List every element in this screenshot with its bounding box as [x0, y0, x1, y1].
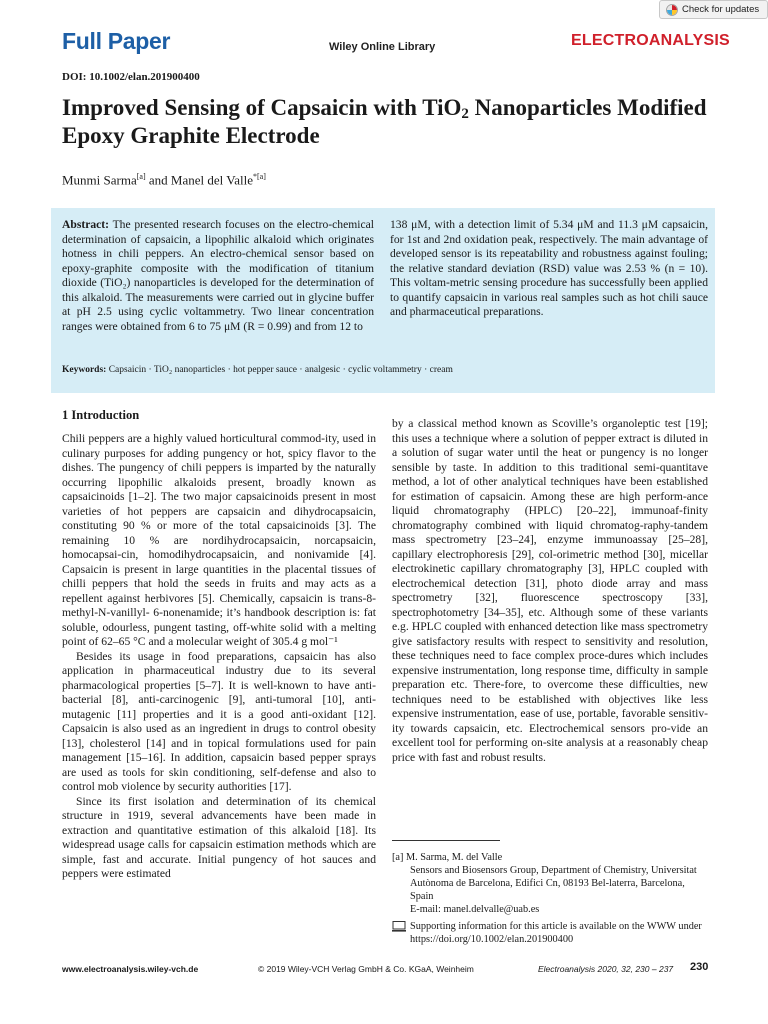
journal-website: www.electroanalysis.wiley-vch.de: [62, 964, 199, 974]
journal-logo-text: ELECTROANALYSIS: [571, 32, 730, 49]
abstract-text-left: Abstract: The presented research focuses on the electro-chemical determination of capsaicin, a lipophilic alkaloid which originates hotness in chili peppers. An electro-chemical sensor based on epoxy-graphite composite with the modification of titanium dioxide (TiO₂) nanoparticles is developed for the determination of this alkaloid. The measurements were carried out in glycine buffer at pH 2.5 using cyclic voltammetry. Two linear concentration ranges were obtained from 6 to 75 μM (R = 0.99) and from 12 to: [62, 218, 374, 333]
body-column-right: [392, 417, 708, 765]
paragraph: by a classical method known as Scoville’s organoleptic test [19]; this uses a technique where a solution of pepper extract is diluted in a solution of sugar water until the heat or pungency is no longer sensible by taste. In addition to this traditional semi-quantitave method, a lot of other analytical techniques have been established for estimation of capsaicin. Among these are high perform-ance liquid chromatography (HPLC) [20–22], immunoaf-finity chromatography combined with liquid chromatog-raphy-tandem mass spectrometry [23–24], enzyme immunoassay [25–28], capillary electrophoresis [29], col-orimetric method [30], micellar electrokinetic capillary chromatography [3], HPLC coupled with electrochemical detection [31], photo diode array and mass spectrometry [32], fluorescence spectroscopy [33], spectrophotometry [34–35], etc. Although some of these variants e.g. HPLC coupled with enhanced detection like mass spectrometry give satisfactory results with respect to sensitivity and resolution, these techniques need to face complex proce-dures which includes expensive instrumentation, long response time, difficulty in sample preparation etc. There-fore, to overcome these difficulties, new techniques need to be established with objectives like less expensive instrumentation, ease of use, portable, favorable sensitiv-ity towards capsaicin, etc. Electrochemical sensors pro-vide an excellent tool for performing on-site analysis at a reasonably cheap price with fast and robust results.: [392, 417, 708, 764]
paragraph: Besides its usage in food preparations, capsaicin has also application in pharmaceutical industry due to its several pharmacological properties [5–7]. It is well-known to have anti-bacterial [8], anti-carcinogenic [9], anti-tumoral [10], anti-mutagenic [11] properties and it is a good anti-oxidant [12]. Capsaicin is also used as an ingredient in drugs to control obesity [13], cholesterol [14] and in topical formulations used for pain management [15–16]. In addition, capsaicin based pepper sprays are used as tools for skin conditioning, self-defense and also to control mob violence by security authorities [17].: [62, 649, 376, 793]
keywords: Keywords: Capsaicin · TiO₂ nanoparticles · hot pepper sauce · analgesic · cyclic voltammetry · cream: [62, 365, 453, 375]
supporting-information-note: Supporting information for this article is available on the WWW under https://doi.org/10.1002/elan.201900400: [392, 920, 710, 946]
author-name: Munmi Sarma: [62, 172, 137, 188]
affiliation-footnote: [a] M. Sarma, M. del Valle Sensors and Biosensors Group, Department of Chemistry, Universitat Autònoma de Barcelona, Edifici Cn, 08193 Bel-laterra, Barcelona, Spain E-mail: manel.delvalle@uab.es: [392, 852, 697, 915]
computer-icon: [392, 921, 406, 932]
article-title: Improved Sensing of Capsaicin with TiO$_2$ Nanoparticles Modified Epoxy Graphite Electrode: [62, 95, 707, 148]
citation: Electroanalysis 2020, 32, 230 – 237: [538, 964, 674, 974]
paragraph: Chili peppers are a highly valued horticultural commod-ity, used in culinary purposes for adding pungency or hot, spicy flavor to the dishes. The pungency of chili peppers is imparted by the naturally occurring lipophilic alkaloids present, broadly known as capsaicinoids [1–2]. The two major capsaicinoids present in most varieties of hot peppers are capsaicin and dihydrocapsaicin, constituting 90 % or more of the total capsaicinoids [3]. The remaining 10 % are nordihydrocapsaicin, norcapsaicin, homocapsai-cin, homodihydrocapsaicin, and nonivamide [4]. Capsaicin is present in large quantities in the placental tissues of chilli peppers that hold the seeds in fruits and may acts as a repellent against herbivores [5]. Chemically, capsaicin is trans-8-methyl-N-vanillyl- 6-nonenamide; it’s handbook description is: fat soluble, odourless, pungent tasting, off-white solid with a melting point of 62–65 °C and a molecular weight of 305.4 g mol⁻¹: [62, 432, 376, 648]
author-name: Manel del Valle: [170, 172, 253, 188]
crossmark-icon: [666, 4, 678, 16]
section-heading: 1 Introduction: [62, 408, 140, 422]
doi: DOI: 10.1002/elan.201900400: [62, 71, 200, 83]
check-for-updates-label: Check for updates: [682, 4, 760, 15]
body-column-left: [62, 432, 376, 882]
library-label: Wiley Online Library: [329, 41, 436, 53]
check-for-updates-button[interactable]: [659, 0, 768, 19]
abstract-text-right: 138 μM, with a detection limit of 5.34 μM and 11.3 μM capsaicin, for 1st and 2nd oxidation peak, respectively. The main advantage of developed sensor is its repeatability and robustness against fouling; the relative standard deviation (RSD) value was 2.53 % (n = 10). This voltam-metric sensing procedure has successfully been applied to quantify capsaicin in various real samples such as hot chili sauce and pharmaceutical preparations.: [390, 218, 708, 318]
paragraph: Since its first isolation and determination of its chemical structure in 1919, several advancements have been made in extraction and quantitative estimation of this alkaloid [18]. Its widespread usage calls for capsaicin estimation methods which are simple, fast and accurate. Initial pungency of hot sauces and peppers were estimated: [62, 794, 376, 880]
footnote-divider: [392, 840, 500, 841]
page-number: 230: [690, 961, 709, 973]
copyright-notice: © 2019 Wiley-VCH Verlag GmbH & Co. KGaA, Weinheim: [258, 964, 474, 974]
section-label: Full Paper: [62, 28, 171, 54]
author-list: Munmi Sarma[a] and Manel del Valle$^{*[a]}$: [62, 172, 266, 188]
